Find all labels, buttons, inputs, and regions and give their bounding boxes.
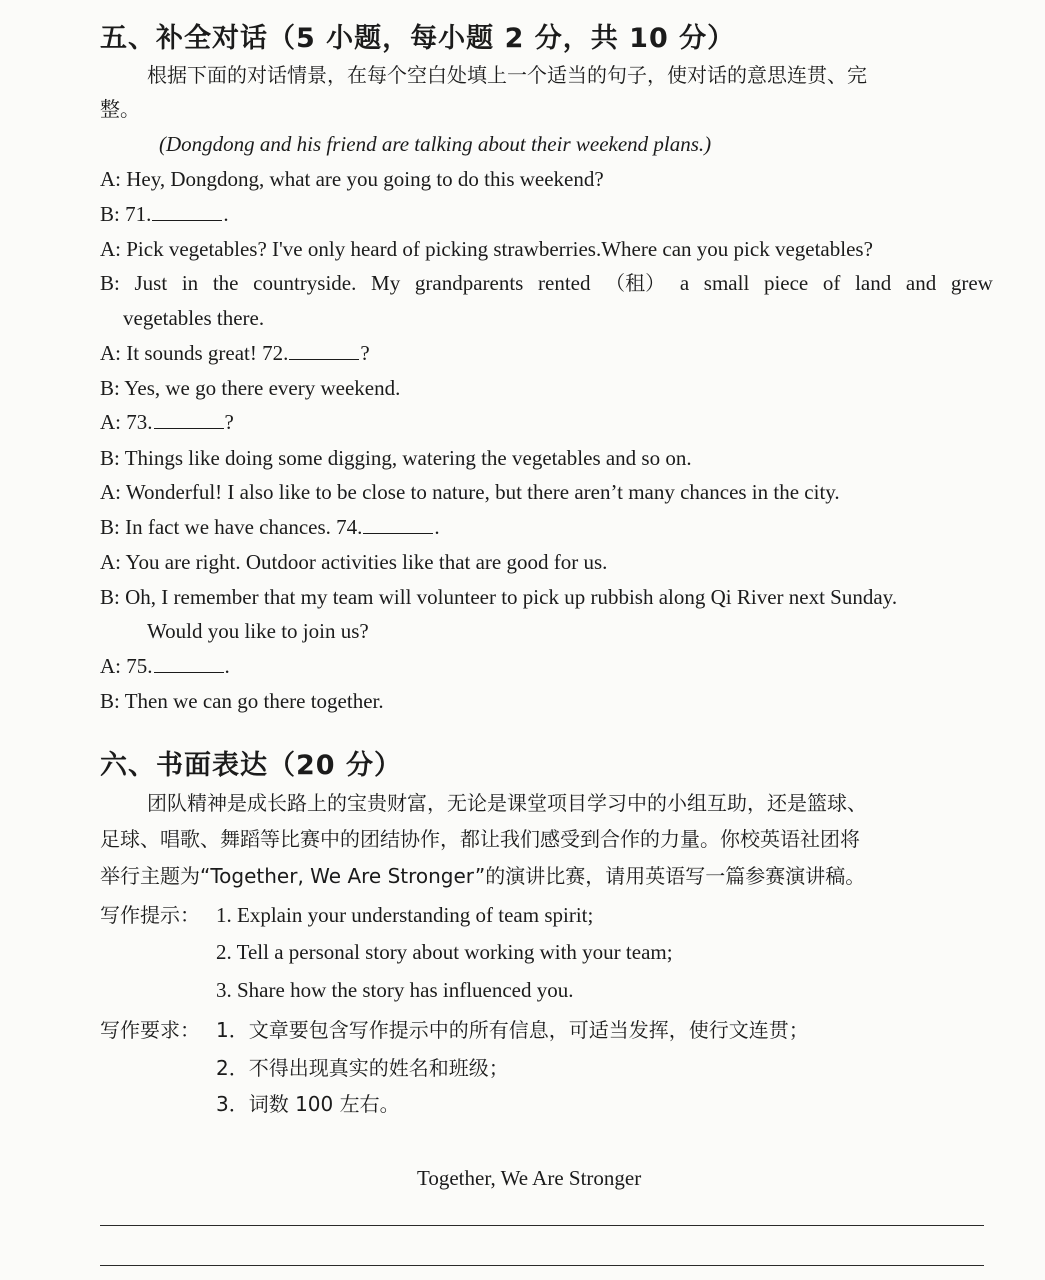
- word: land: [855, 271, 892, 295]
- dialogue-line-punct: .: [224, 654, 230, 678]
- word: My: [371, 271, 401, 295]
- dialogue-line: B: Oh, I remember that my team will volunteer to pick up rubbish along Qi River next Sunday.: [100, 585, 898, 609]
- section6-heading: 六、书面表达（20 分）: [100, 750, 402, 781]
- section6-paragraph-line1: 团队精神是成长路上的宝贵财富，无论是课堂项目学习中的小组互助，还是篮球、: [147, 791, 867, 815]
- word: in: [181, 271, 199, 295]
- answer-blank-75[interactable]: [154, 658, 224, 673]
- section6-paragraph-line2: 足球、唱歌、舞蹈等比赛中的团结协作，都让我们感受到合作的力量。你校英语社团将: [100, 827, 860, 851]
- word: B:: [100, 271, 120, 295]
- dialogue-line-text: A: It sounds great! 72.: [100, 341, 289, 365]
- dialogue-line-justified: [100, 273, 993, 294]
- word: small: [703, 271, 750, 295]
- word-chinese-gloss: （租）: [605, 271, 666, 295]
- dialogue-line: B: Then we can go there together.: [100, 689, 384, 713]
- dialogue-line-punct: .: [223, 202, 229, 226]
- word: Just: [134, 271, 168, 295]
- writing-line[interactable]: [100, 1225, 984, 1226]
- writing-hint-item: 3. Share how the story has influenced you.: [216, 978, 574, 1002]
- section5-heading: 五、补全对话（5 小题，每小题 2 分，共 10 分）: [100, 23, 736, 54]
- dialogue-context: (Dongdong and his friend are talking about their weekend plans.): [159, 132, 712, 156]
- dialogue-line: A: Hey, Dongdong, what are you going to do this weekend?: [100, 167, 604, 191]
- dialogue-line-continued: vegetables there.: [123, 306, 265, 330]
- dialogue-line-text: B: In fact we have chances. 74.: [100, 515, 363, 539]
- dialogue-line-text: A: 75.: [100, 654, 153, 678]
- dialogue-line-blank-73: [100, 412, 234, 433]
- word: the: [212, 271, 239, 295]
- section6-paragraph-line3: 举行主题为“Together, We Are Stronger”的演讲比赛，请用英语写一篇参赛演讲稿。: [100, 864, 866, 888]
- dialogue-line-text: A: 73.: [100, 410, 153, 434]
- word: rented: [538, 271, 591, 295]
- dialogue-line: B: Things like doing some digging, watering the vegetables and so on.: [100, 446, 692, 470]
- answer-blank-73[interactable]: [154, 414, 224, 429]
- word: piece: [763, 271, 809, 295]
- writing-hint-item: 1. Explain your understanding of team spirit;: [216, 903, 594, 927]
- writing-requirement-item: 2．不得出现真实的姓名和班级；: [216, 1056, 509, 1080]
- dialogue-line-blank-72: [100, 343, 370, 364]
- word: of: [822, 271, 841, 295]
- dialogue-line: A: Pick vegetables? I've only heard of picking strawberries.Where can you pick vegetables?: [100, 237, 873, 261]
- essay-title: Together, We Are Stronger: [417, 1166, 642, 1190]
- writing-line[interactable]: [100, 1265, 984, 1266]
- word: grandparents: [414, 271, 524, 295]
- word: and: [905, 271, 937, 295]
- dialogue-line: A: You are right. Outdoor activities like that are good for us.: [100, 550, 608, 574]
- writing-requirements-label: 写作要求：: [100, 1018, 200, 1042]
- writing-hints-label: 写作提示：: [100, 903, 200, 927]
- dialogue-line: B: Yes, we go there every weekend.: [100, 376, 401, 400]
- answer-blank-72[interactable]: [289, 345, 359, 360]
- dialogue-line-blank-71: [100, 204, 229, 225]
- dialogue-line-blank-75: [100, 656, 230, 677]
- word: countryside.: [253, 271, 357, 295]
- dialogue-line-continued: Would you like to join us?: [147, 619, 369, 643]
- dialogue-line-blank-74: [100, 517, 440, 538]
- writing-hint-item: 2. Tell a personal story about working with your team;: [216, 940, 673, 964]
- dialogue-line: A: Wonderful! I also like to be close to nature, but there aren’t many chances in the city.: [100, 480, 840, 504]
- writing-requirement-item: 3．词数 100 左右。: [216, 1092, 400, 1116]
- dialogue-line-text: B: 71.: [100, 202, 152, 226]
- writing-requirement-item: 1．文章要包含写作提示中的所有信息，可适当发挥，使行文连贯；: [216, 1018, 809, 1042]
- dialogue-line-punct: ?: [224, 410, 234, 434]
- dialogue-line-punct: .: [434, 515, 440, 539]
- section5-instruction-line1: 根据下面的对话情景，在每个空白处填上一个适当的句子，使对话的意思连贯、完: [147, 63, 867, 87]
- dialogue-line-punct: ?: [360, 341, 370, 365]
- section5-instruction-line2: 整。: [100, 97, 140, 121]
- word: grew: [950, 271, 993, 295]
- answer-blank-71[interactable]: [152, 206, 222, 221]
- answer-blank-74[interactable]: [363, 519, 433, 534]
- word: a: [679, 271, 690, 295]
